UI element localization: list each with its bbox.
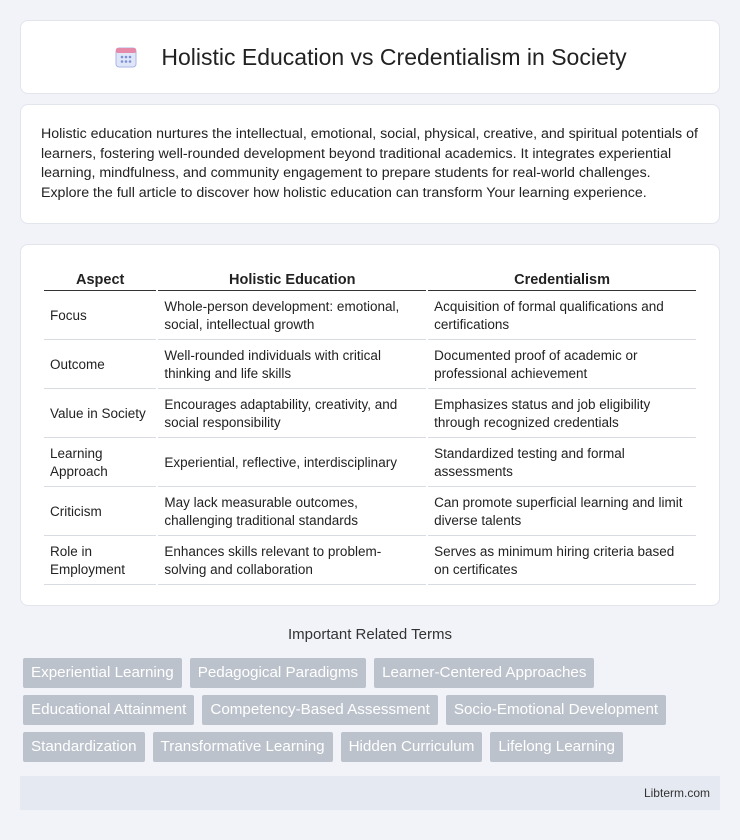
- header-card: [20, 20, 720, 94]
- aspect-cell: Outcome: [44, 342, 156, 389]
- page-title: Holistic Education vs Credentialism in Society: [161, 43, 627, 70]
- comparison-table-card: [20, 244, 720, 606]
- comparison-table: [42, 265, 698, 587]
- related-term-tag[interactable]: Socio-Emotional Development: [446, 695, 666, 725]
- holistic-cell: May lack measurable outcomes, challenging traditional standards: [158, 489, 426, 536]
- holistic-cell: Well-rounded individuals with critical thinking and life skills: [158, 342, 426, 389]
- table-row: [44, 391, 696, 438]
- footer-site-link[interactable]: Libterm.com: [643, 786, 710, 800]
- column-header-credentialism: Credentialism: [428, 267, 696, 291]
- tag-row: [23, 695, 723, 725]
- related-term-tag[interactable]: Educational Attainment: [23, 695, 194, 725]
- related-term-tag[interactable]: Experiential Learning: [23, 658, 182, 688]
- related-term-tag[interactable]: Learner-Centered Approaches: [374, 658, 594, 688]
- related-term-tag[interactable]: Pedagogical Paradigms: [190, 658, 366, 688]
- related-term-tag[interactable]: Competency-Based Assessment: [202, 695, 437, 725]
- credentialism-cell: Documented proof of academic or professional achievement: [428, 342, 696, 389]
- table-row: [44, 440, 696, 487]
- table-row: [44, 293, 696, 340]
- aspect-cell: Learning Approach: [44, 440, 156, 487]
- credentialism-cell: Serves as minimum hiring criteria based on certificates: [428, 538, 696, 585]
- aspect-cell: Criticism: [44, 489, 156, 536]
- credentialism-cell: Can promote superficial learning and limit diverse talents: [428, 489, 696, 536]
- related-term-tag[interactable]: Transformative Learning: [153, 732, 333, 762]
- tag-row: [23, 732, 723, 762]
- title-wrap: [113, 44, 626, 71]
- intro-text: Holistic education nurtures the intellectual, emotional, social, physical, creative, and spiritual potentials of learners, fostering well-rounded development beyond traditional academics. It integrates experiential learning, mindfulness, and community engagement to prepare students for real-world challenges. Explore the full article to discover how holistic education can transform Your learning experience.: [41, 126, 698, 201]
- table-row: [44, 489, 696, 536]
- column-header-holistic: Holistic Education: [158, 267, 426, 291]
- tag-row: [23, 658, 723, 688]
- column-header-aspect: Aspect: [44, 267, 156, 291]
- table-header-row: [44, 267, 696, 291]
- credentialism-cell: Acquisition of formal qualifications and certifications: [428, 293, 696, 340]
- credentialism-cell: Emphasizes status and job eligibility through recognized credentials: [428, 391, 696, 438]
- holistic-cell: Whole-person development: emotional, social, intellectual growth: [158, 293, 426, 340]
- calendar-icon: [113, 44, 139, 70]
- credentialism-cell: Standardized testing and formal assessments: [428, 440, 696, 487]
- related-terms-tags: [23, 658, 723, 769]
- holistic-cell: Experiential, reflective, interdisciplinary: [158, 440, 426, 487]
- footer: [20, 776, 720, 810]
- related-terms-title: Important Related Terms: [288, 626, 452, 643]
- aspect-cell: Focus: [44, 293, 156, 340]
- related-term-tag[interactable]: Hidden Curriculum: [341, 732, 483, 762]
- holistic-cell: Encourages adaptability, creativity, and social responsibility: [158, 391, 426, 438]
- aspect-cell: Value in Society: [44, 391, 156, 438]
- table-row: [44, 538, 696, 585]
- table-row: [44, 342, 696, 389]
- aspect-cell: Role in Employment: [44, 538, 156, 585]
- related-term-tag[interactable]: Standardization: [23, 732, 145, 762]
- intro-card: [20, 104, 720, 224]
- holistic-cell: Enhances skills relevant to problem-solving and collaboration: [158, 538, 426, 585]
- related-term-tag[interactable]: Lifelong Learning: [490, 732, 623, 762]
